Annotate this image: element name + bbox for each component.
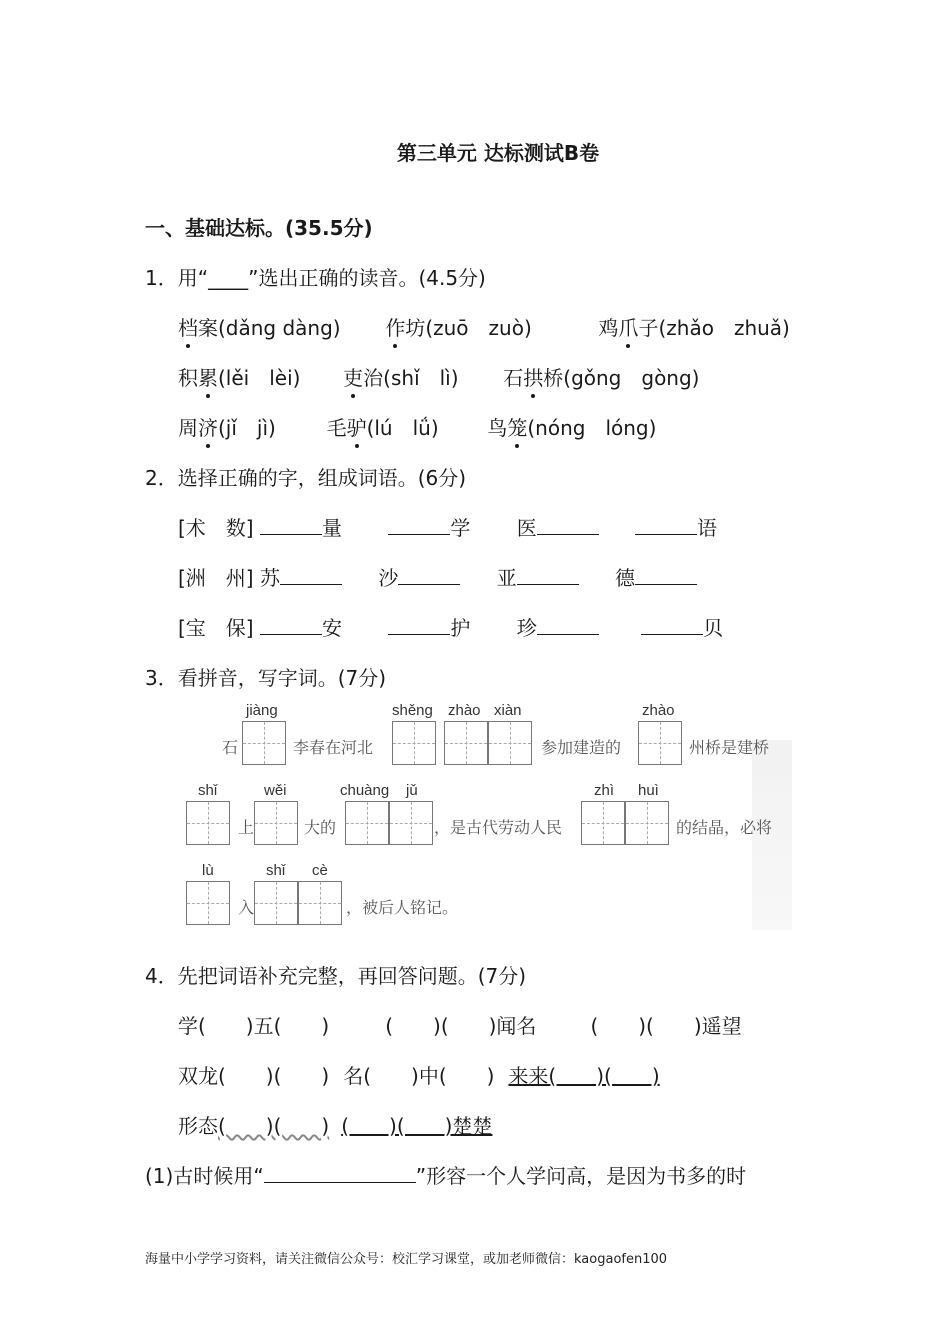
pinyin: jiàng bbox=[246, 702, 278, 719]
sentence-text: 李春在河北 bbox=[293, 740, 374, 757]
q1-row-1: 档案(dǎng dàng) 作坊(zuō zuò) 鸡爪子(zhǎo zhuǎ) bbox=[178, 312, 790, 341]
question-3-label: 3．看拼音，写字词。(7分) bbox=[145, 666, 387, 690]
sentence-text: ，被后人铭记。 bbox=[346, 900, 459, 917]
writing-box[interactable] bbox=[254, 801, 298, 845]
pinyin: zhào bbox=[448, 702, 481, 719]
pinyin: cè bbox=[312, 862, 328, 879]
pinyin: chuàng bbox=[340, 782, 390, 799]
sentence-text: 大的 bbox=[304, 820, 337, 837]
writing-box[interactable] bbox=[242, 721, 286, 765]
footer-note: 海量中小学学习资料，请关注微信公众号：校汇学习课堂，或加老师微信：kaogaofen100 bbox=[145, 1252, 668, 1267]
sentence-text: 参加建造的 bbox=[541, 740, 622, 757]
writing-box[interactable] bbox=[625, 801, 669, 845]
question-1-label: 1．用“____”选出正确的读音。(4.5分) bbox=[145, 266, 486, 290]
writing-box[interactable] bbox=[638, 721, 682, 765]
sentence-text: ，是古代劳动人民 bbox=[434, 820, 563, 837]
q2-row-3: [宝 保] 安 护 珍 贝 bbox=[178, 616, 724, 640]
section-heading: 一、基础达标。(35.5分) bbox=[145, 216, 373, 240]
pinyin: shěng bbox=[392, 702, 433, 719]
writing-box[interactable] bbox=[345, 801, 389, 845]
pinyin: shǐ bbox=[198, 782, 218, 799]
writing-box[interactable] bbox=[581, 801, 625, 845]
pinyin: zhì bbox=[594, 782, 615, 799]
q1-row-2: 积累(lěi lèi) 吏治(shǐ lì) 石拱桥(gǒng gòng) bbox=[178, 362, 699, 391]
q2-row-2: [洲 州] 苏 沙 亚 德 bbox=[178, 562, 697, 591]
sentence-text: 州桥是建桥 bbox=[689, 740, 770, 757]
pinyin: shǐ bbox=[266, 862, 286, 879]
q4-row-1: 学( )五( ) ( )( )闻名 ( )( )遥望 bbox=[178, 1014, 742, 1038]
writing-box[interactable] bbox=[444, 721, 488, 765]
pinyin: zhào bbox=[642, 702, 675, 719]
page-title: 第三单元 达标测试B卷 bbox=[396, 141, 600, 165]
question-4-label: 4．先把词语补充完整，再回答问题。(7分) bbox=[145, 964, 527, 988]
writing-box[interactable] bbox=[488, 721, 532, 765]
pinyin: xiàn bbox=[494, 702, 522, 719]
writing-box[interactable] bbox=[298, 881, 342, 925]
question-2-label: 2．选择正确的字，组成词语。(6分) bbox=[145, 466, 467, 490]
pinyin: huì bbox=[638, 782, 659, 799]
q4-row-2: 双龙( )( ) 名( )中( ) 来来( )( ) bbox=[178, 1064, 660, 1088]
q4-row-3: 形态( )( ) ( )( )楚楚 bbox=[178, 1114, 493, 1138]
sentence-text: 上 bbox=[238, 820, 255, 837]
sentence-text: 入 bbox=[238, 900, 255, 917]
q4-subquestion-1: (1)古时候用“ ”形容一个人学问高，是因为书多的时 bbox=[145, 1164, 747, 1188]
sentence-text: 的结晶，必将 bbox=[676, 820, 773, 837]
pinyin: wěi bbox=[264, 782, 287, 799]
pinyin: jǔ bbox=[406, 782, 418, 799]
pinyin-writing-exercise bbox=[186, 700, 786, 940]
q2-row-1: [术 数] 量 学 医 语 bbox=[178, 516, 718, 540]
pinyin: lù bbox=[202, 862, 214, 879]
q1-row-3: 周济(jǐ jì) 毛驴(lú lǘ) 鸟笼(nóng lóng) bbox=[178, 412, 656, 441]
answer-blank[interactable] bbox=[264, 1162, 416, 1183]
writing-box[interactable] bbox=[254, 881, 298, 925]
writing-box[interactable] bbox=[392, 721, 436, 765]
writing-box[interactable] bbox=[186, 801, 230, 845]
writing-box[interactable] bbox=[186, 881, 230, 925]
sentence-text: 石 bbox=[222, 740, 239, 757]
writing-box[interactable] bbox=[389, 801, 433, 845]
